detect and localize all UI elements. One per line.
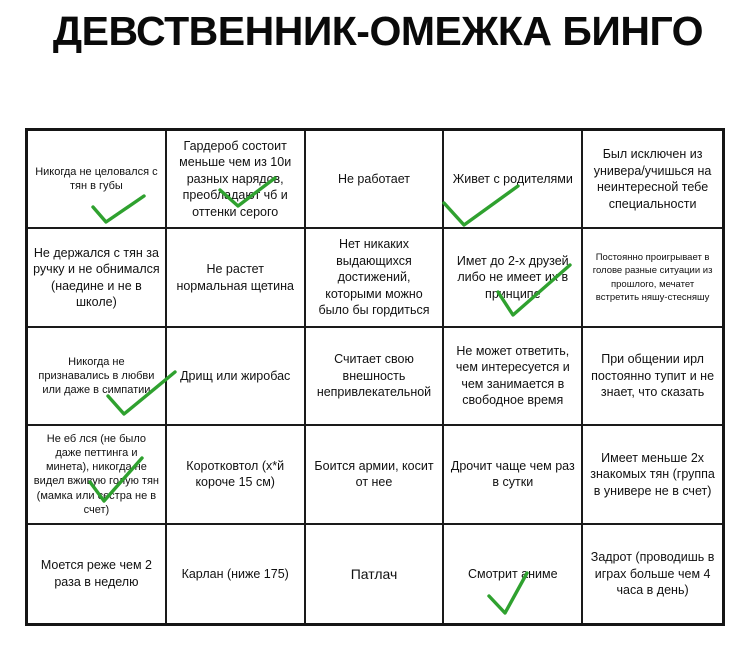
cell-text: Дрищ или жиробас: [180, 368, 291, 383]
cell-text: Не еб лся (не было даже петтинга и минета), никогда не видел вживую голую тян (мамка или сестра не в счет): [33, 432, 159, 516]
bingo-cell[interactable]: [306, 426, 445, 524]
cell-text: Имеет меньше 2х знакомых тян (группа в универе не в счет): [590, 450, 715, 498]
bingo-cell[interactable]: [167, 229, 306, 327]
bingo-cell[interactable]: [167, 131, 306, 229]
cell-text: Гардероб состоит меньше чем из 10и разных нарядов, преобладают чб и оттенки серого: [179, 138, 292, 219]
bingo-cell[interactable]: [444, 328, 583, 426]
cell-text: Моется реже чем 2 раза в неделю: [40, 558, 152, 589]
cell-text: Дрочит чаще чем раз в сутки: [450, 458, 575, 490]
cell-text: Боится армии, косит от нее: [314, 458, 434, 490]
bingo-cell[interactable]: [583, 426, 722, 524]
bingo-cell[interactable]: [583, 525, 722, 623]
bingo-cell[interactable]: [28, 328, 167, 426]
cell-text: Нет никаких выдающихся достижений, которыми можно было бы гордиться: [318, 237, 430, 318]
bingo-cell[interactable]: [583, 131, 722, 229]
bingo-cell[interactable]: [444, 229, 583, 327]
page-title: ДЕВСТВЕННИК-ОМЕЖКА БИНГО: [52, 8, 704, 54]
bingo-cell[interactable]: [167, 525, 306, 623]
bingo-cell[interactable]: [167, 426, 306, 524]
cell-text: Не работает: [337, 171, 410, 186]
cell-text: Карлан (ниже 175): [181, 566, 289, 581]
cell-text: Никогда не целовался с тян в губы: [35, 165, 158, 193]
bingo-cell[interactable]: [444, 131, 583, 229]
cell-text: Не растет нормальная щетина: [176, 262, 294, 293]
cell-text: Был исключен из универа/учишься на неинтересной тебе специальности: [593, 147, 712, 211]
bingo-cell[interactable]: [444, 426, 583, 524]
cell-text: Живет с родителями: [452, 171, 573, 186]
bingo-cell[interactable]: [583, 229, 722, 327]
bingo-cell[interactable]: [583, 328, 722, 426]
cell-text: Задрот (проводишь в играх больше чем 4 часа в день): [590, 550, 715, 598]
cell-text: Не может ответить, чем интересуется и чем занимается в свободное время: [455, 343, 570, 408]
bingo-cell[interactable]: [306, 328, 445, 426]
bingo-cell[interactable]: [167, 328, 306, 426]
cell-text: Постоянно проигрывает в голове разные ситуации из прошлого, мечатет встретить няшу-стесняшу: [592, 252, 713, 303]
bingo-cell[interactable]: [306, 131, 445, 229]
cell-text: Считает свою внешность непривлекательной: [316, 352, 432, 400]
bingo-cell[interactable]: [306, 229, 445, 327]
bingo-cell[interactable]: [28, 229, 167, 327]
cell-text: При общении ирл постоянно тупит и не знает, что сказать: [591, 352, 715, 400]
bingo-grid: [25, 128, 725, 626]
cell-text: Имет до 2-х друзей либо не имеет их в принципе: [456, 253, 569, 301]
cell-text: Патлач: [350, 565, 398, 582]
cell-text: Не держался с тян за ручку и не обнимался (наедине и не в школе): [33, 245, 160, 310]
bingo-cell[interactable]: [28, 525, 167, 623]
cell-text: Никогда не признавались в любви или даже в симпатии: [38, 355, 155, 397]
bingo-cell[interactable]: [444, 525, 583, 623]
bingo-cell[interactable]: [28, 426, 167, 524]
bingo-cell[interactable]: [28, 131, 167, 229]
cell-text: Смотрит аниме: [468, 566, 558, 581]
bingo-cell[interactable]: [306, 525, 445, 623]
cell-text: Коротковтол (х*й короче 15 см): [186, 458, 285, 490]
